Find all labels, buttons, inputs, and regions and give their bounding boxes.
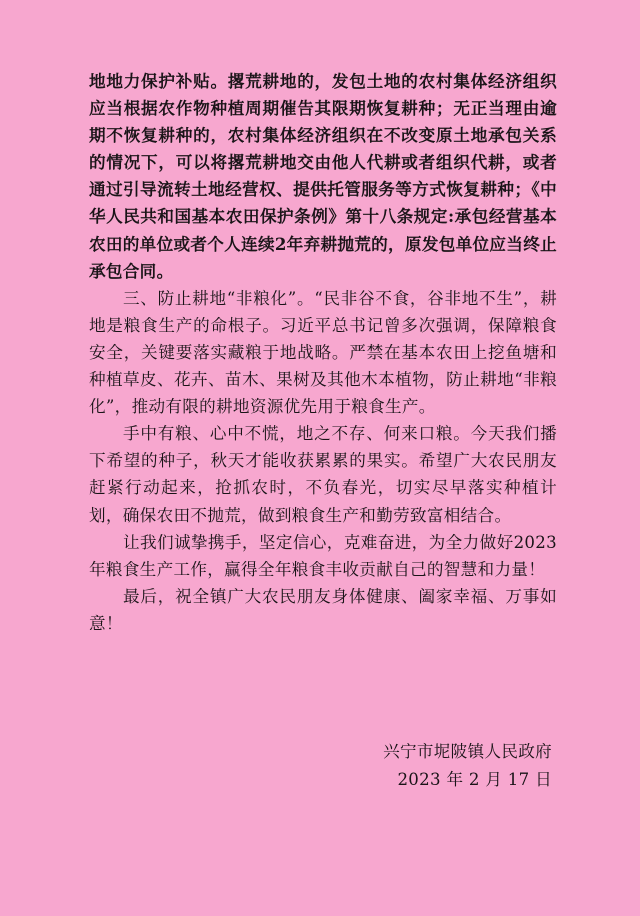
paragraph-farmland-abandonment: 地地力保护补贴。撂荒耕地的，发包土地的农村集体经济组织应当根据农作物种植周期催告其限期恢复耕种；无正当理由逾期不恢复耕种的，农村集体经济组织在不改变原土地承包关系的情况下，可以将撂荒耕地交由他人代耕或者组织代耕，或者通过引导流转土地经营权、提供托管服务等方式恢复耕种；《中华人民共和国基本农田保护条例》第十八条规定:承包经营基本农田的单位或者个人连续2年弃耕抛荒的，原发包单位应当终止承包合同。 [89, 71, 557, 281]
paragraph-closing-wishes: 最后，祝全镇广大农民朋友身体健康、阖家幸福、万事如意！ [89, 586, 557, 633]
signature-date: 2023 年 2 月 17 日 [397, 770, 552, 789]
document-body [89, 68, 557, 637]
paragraph-join-hands: 让我们诚挚携手，坚定信心，克难奋进，为全力做好2023年粮食生产工作，赢得全年粮食丰收贡献自己的智慧和力量！ [89, 532, 557, 579]
paragraph-grain-in-hand: 手中有粮、心中不慌，地之不存、何来口粮。今天我们播下希望的种子，秋天才能收获累累的果实。希望广大农民朋友赶紧行动起来，抢抓农时，不负春光，切实尽早落实种植计划，确保农田不抛荒，做到粮食生产和勤劳致富相结合。 [89, 424, 557, 525]
paragraph-prevent-non-grain: 三、防止耕地“非粮化”。“民非谷不食，谷非地不生”，耕地是粮食生产的命根子。习近平总书记曾多次强调，保障粮食安全，关键要落实藏粮于地战略。严禁在基本农田上挖鱼塘和种植草皮、花卉、苗木、果树及其他木本植物，防止耕地“非粮化”，推动有限的耕地资源优先用于粮食生产。 [89, 288, 557, 417]
signature-block [383, 738, 552, 794]
signature-organization: 兴宁市坭陂镇人民政府 [383, 742, 552, 761]
